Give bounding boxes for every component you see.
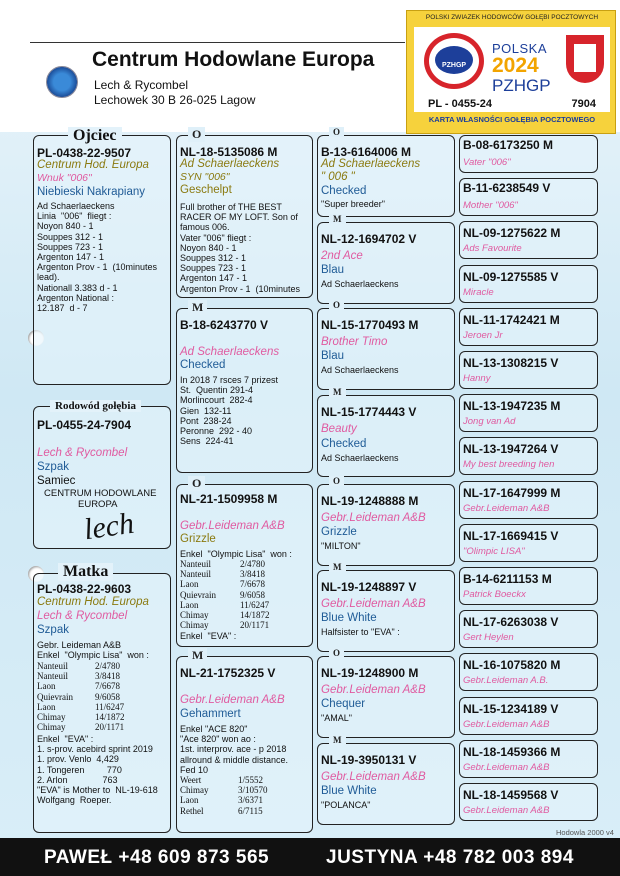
result-row <box>180 579 270 589</box>
grandparent-line1: Gebr.Leideman A&B <box>321 512 426 524</box>
result-row <box>180 775 268 785</box>
result-value: 9/6058 <box>95 691 121 702</box>
grandparent-line1: Ad Schaerlaeckens <box>321 158 421 170</box>
grandparent-line1: 2nd Ace <box>321 250 363 262</box>
card-number: 7904 <box>571 98 596 110</box>
pzhgp-badge-icon <box>424 33 484 89</box>
card-country: POLSKA <box>492 41 548 56</box>
grandparent-note: "Super breeder" <box>321 199 385 209</box>
result-value: 3/8418 <box>95 671 121 682</box>
grandparent-note: "MILTON" <box>321 541 361 551</box>
eagle-emblem-icon <box>566 35 604 83</box>
grandparent-note: "POLANCA" <box>321 800 371 810</box>
grandparent-color: Blau <box>321 350 345 362</box>
great-grandparent-ring: NL-13-1947264 V <box>463 442 559 457</box>
result-place: Laon <box>180 795 199 806</box>
grandparent-ring: NL-15-1774443 V <box>321 405 417 419</box>
grandparent-color: Blue White <box>321 612 377 624</box>
mf-sex: O <box>188 476 205 491</box>
result-row <box>37 702 125 712</box>
mother-results <box>37 661 125 732</box>
great-grandparent-note: Gebr.Leideman A&B <box>463 502 550 514</box>
result-value: 2/4780 <box>240 559 266 569</box>
result-place: Rethel <box>180 805 204 816</box>
mm-breeder: Gebr.Leideman A&B <box>180 694 285 706</box>
grandparent-color: Chequer <box>321 698 366 710</box>
ff-notes: Full brother of THE BEST RACER OF MY LOFT. Son of famous 006. Vater "006" fliegt : Noyon 840 - 1 Souppes 312 - 1 Souppes 723 - 1 Argenton 147 - 1 Argenton Prov - 1 (10minutes <box>180 202 301 294</box>
result-value: 6/7115 <box>238 805 263 816</box>
great-grandparent-note: Vater "006" <box>463 157 511 168</box>
ff-name: SYN "006" <box>180 171 230 183</box>
grandparent-sex: M <box>329 735 346 745</box>
result-place: Chimay <box>180 610 209 621</box>
mother-notes-2: Enkel "EVA" : 1. s-prov. acebird sprint 2019 1. prov. Venlo 4,429 1. Tongeren 770 2. Arlon 763 "EVA" is Mother to NL-19-618 Wolfgang Roeper. <box>37 734 158 806</box>
great-grandparent-ring: NL-18-1459568 V <box>463 788 559 802</box>
result-row <box>37 692 125 702</box>
mother-ring: PL-0438-22-9603 <box>37 582 132 596</box>
result-row <box>180 785 268 795</box>
pigeon-header: Rodowód gołębia <box>50 400 141 412</box>
result-row <box>37 681 125 691</box>
result-row <box>180 795 268 805</box>
ff-breeder: Ad Schaerlaeckens <box>180 158 280 170</box>
ff-ring: NL-18-5135086 M <box>180 145 278 159</box>
grandparent-color: Blue White <box>321 785 377 797</box>
grandparent-sex: M <box>329 387 346 397</box>
result-row <box>37 661 125 671</box>
great-grandparent-ring: NL-17-6263038 V <box>463 615 559 630</box>
great-grandparent-note: Ads Favourite <box>463 243 522 255</box>
result-row <box>37 671 125 681</box>
great-grandparent-note: Gebr.Leideman A.B. <box>463 675 549 687</box>
mf-color: Grizzle <box>180 533 216 545</box>
great-grandparent-ring: NL-11-1742421 M <box>463 312 560 327</box>
grandparent-sex: M <box>329 214 346 224</box>
result-value: 3/6371 <box>238 795 264 806</box>
result-row <box>37 712 125 722</box>
breeder-address: Lechowek 30 B 26-025 Lagow <box>94 93 256 107</box>
result-value: 20/1171 <box>95 722 125 733</box>
result-place: Nanteuil <box>180 569 211 580</box>
great-grandparent-ring: NL-17-1647999 M <box>463 485 561 500</box>
great-grandparent-ring: NL-16-1075820 M <box>463 658 561 673</box>
pigeon-ring: PL-0455-24-7904 <box>37 418 132 432</box>
result-value: 20/1171 <box>240 620 270 631</box>
grandparent-note: Ad Schaerlaeckens <box>321 365 399 375</box>
result-place: Chimay <box>37 712 66 723</box>
result-place: Laon <box>37 681 56 692</box>
mf-notes: Enkel "Olympic Lisa" won : <box>180 549 292 559</box>
grandparent-color: Grizzle <box>321 526 357 538</box>
grandparent-color: Checked <box>321 185 367 197</box>
result-row <box>180 590 270 600</box>
mother-notes: Gebr. Leideman A&B Enkel "Olympic Lisa" won : <box>37 640 149 661</box>
grandparent-ring: NL-19-1248897 V <box>321 580 417 594</box>
great-grandparent-ring: B-11-6238549 V <box>463 181 551 196</box>
page-title: Centrum Hodowlane Europa <box>92 48 375 71</box>
pigeon-icon <box>435 46 473 74</box>
result-place: Chimay <box>180 620 209 631</box>
father-breeder: Centrum Hod. Europa <box>37 159 149 171</box>
great-grandparent-note: "Olimpic LISA" <box>463 545 525 557</box>
grandparent-sex: O <box>329 300 344 310</box>
great-grandparent-note: Gebr.Leideman A&B <box>463 718 550 730</box>
result-row <box>180 600 270 610</box>
mm-ring: NL-21-1752325 V <box>180 666 276 680</box>
grandparent-ring: NL-12-1694702 V <box>321 232 417 246</box>
great-grandparent-ring: NL-18-1459366 M <box>463 744 561 759</box>
ff-sex: O <box>188 127 205 142</box>
father-color: Niebieski Nakrapiany <box>37 186 146 198</box>
card-association: POLSKI ZWIAZEK HODOWCÓW GOŁĘBI POCZTOWYCH <box>425 14 599 21</box>
logo <box>46 66 78 98</box>
mm-notes: Enkel "ACE 820" "Ace 820" won ao : 1st. interprov. ace - p 2018 allround & middle distance. Fed 10 <box>180 724 289 775</box>
result-value: 14/1872 <box>240 610 270 621</box>
result-row <box>37 722 125 732</box>
grandparent-note: Ad Schaerlaeckens <box>321 453 399 463</box>
grandparent-note: Ad Schaerlaeckens <box>321 279 399 289</box>
father-ring: PL-0438-22-9507 <box>37 146 132 160</box>
grandparent-note: Halfsister to "EVA" : <box>321 627 400 637</box>
great-grandparent-ring: B-08-6173250 M <box>463 138 554 152</box>
result-value: 7/6678 <box>95 681 121 692</box>
grandparent-ring: NL-19-1248888 M <box>321 494 419 508</box>
mother-header: Matka <box>58 563 113 581</box>
contact-justyna: JUSTYNA +48 782 003 894 <box>326 847 574 868</box>
great-grandparent-ring: NL-09-1275622 M <box>463 226 561 241</box>
pigeon-sex: Samiec <box>37 475 76 487</box>
header-rule <box>30 42 405 43</box>
grandparent-ring: B-13-6164006 M <box>321 145 412 159</box>
card-year: 2024 <box>492 54 539 77</box>
pigeon-owner-2: EUROPA <box>78 499 118 510</box>
pigeon-color: Szpak <box>37 461 69 473</box>
result-value: 1/5552 <box>238 775 264 785</box>
result-place: Nanteuil <box>37 661 68 671</box>
grandparent-line1: Gebr.Leideman A&B <box>321 598 426 610</box>
fm-breeder: Ad Schaerlaeckens <box>180 346 280 358</box>
result-row <box>180 620 270 630</box>
contact-pawel: PAWEŁ +48 609 873 565 <box>44 847 270 868</box>
mm-sex: M <box>188 648 207 663</box>
result-row <box>180 806 268 816</box>
result-value: 14/1872 <box>95 712 125 723</box>
grandparent-line1: Gebr.Leideman A&B <box>321 771 426 783</box>
great-grandparent-note: Hanny <box>463 373 491 384</box>
mf-notes-2: Enkel "EVA" : <box>180 631 237 641</box>
grandparent-line1: Beauty <box>321 423 357 435</box>
mother-breeder: Centrum Hod. Europa <box>37 596 149 608</box>
mf-ring: NL-21-1509958 M <box>180 492 278 506</box>
great-grandparent-note: Miracle <box>463 286 494 298</box>
software-credit: Hodowla 2000 v4 <box>556 828 614 837</box>
great-grandparent-note: Mother "006" <box>463 200 518 212</box>
card-ring: PL - 0455-24 <box>428 98 493 110</box>
grandparent-line1: Brother Timo <box>321 336 388 348</box>
mm-results <box>180 775 268 816</box>
grandparent-ring: NL-15-1770493 M <box>321 318 419 332</box>
great-grandparent-note: Jeroen Jr <box>463 329 503 341</box>
father-header: Ojciec <box>68 127 122 145</box>
result-place: Quievrain <box>180 589 216 600</box>
result-value: 9/6058 <box>240 589 266 600</box>
grandparent-sex: O <box>329 648 344 658</box>
result-row <box>180 610 270 620</box>
fm-notes: In 2018 7 rsces 7 prizest St. Quentin 291-4 Morlincourt 282-4 Gien 132-11 Pont 238-24 Peronne 292 - 40 Sens 224-41 <box>180 375 279 447</box>
great-grandparent-note: Gebr.Leideman A&B <box>463 761 550 773</box>
great-grandparent-note: Jong van Ad <box>463 416 516 428</box>
result-place: Quievrain <box>37 691 73 702</box>
mm-color: Gehammert <box>180 708 241 720</box>
result-place: Laon <box>37 701 56 712</box>
grandparent-ring: NL-19-3950131 V <box>321 753 417 767</box>
badge-text: PZHGP <box>441 62 467 69</box>
result-row <box>180 569 270 579</box>
ff-color: Geschelpt <box>180 184 232 196</box>
grandparent-color: Checked <box>321 438 367 450</box>
mother-color: Szpak <box>37 624 69 636</box>
result-place: Chimay <box>180 785 209 796</box>
great-grandparent-note: My best breeding hen <box>463 459 555 471</box>
result-value: 7/6678 <box>240 579 266 590</box>
fm-color: Checked <box>180 359 226 371</box>
footer-bar <box>0 838 620 876</box>
result-place: Nanteuil <box>180 559 211 569</box>
card-org: PZHGP <box>492 76 551 95</box>
great-grandparent-ring: NL-13-1308215 V <box>463 356 559 370</box>
breeder-name: Lech & Rycombel <box>94 78 189 92</box>
great-grandparent-note: Gert Heylen <box>463 632 514 644</box>
mf-results <box>180 559 270 630</box>
result-place: Laon <box>180 599 199 610</box>
grandparent-sex: O <box>329 127 344 137</box>
result-place: Chimay <box>37 722 66 733</box>
father-notes: Ad Schaerlaeckens Linia "006" fliegt : Noyon 840 - 1 Souppes 312 - 1 Souppes 723 - 1 Argenton 147 - 1 Argenton Prov - 1 (10minutes lead). Nationall 3.383 d - 1 Argenton National : 12.187 d - 7 <box>37 201 158 314</box>
great-grandparent-ring: NL-17-1669415 V <box>463 528 559 543</box>
result-place: Nanteuil <box>37 671 68 682</box>
great-grandparent-ring: B-14-6211153 M <box>463 572 552 586</box>
grandparent-line2: " 006 " <box>321 171 355 183</box>
result-row <box>180 559 270 569</box>
mother-breeder-2: Lech & Rycombel <box>37 610 128 622</box>
great-grandparent-ring: NL-09-1275585 V <box>463 269 559 284</box>
card-inner <box>414 27 610 112</box>
great-grandparent-note: Patrick Boeckx <box>463 589 526 600</box>
result-value: 3/10570 <box>238 785 268 796</box>
grandparent-line1: Gebr.Leideman A&B <box>321 684 426 696</box>
grandparent-color: Blau <box>321 264 345 276</box>
result-place: Laon <box>180 579 199 590</box>
great-grandparent-ring: NL-13-1947235 M <box>463 399 561 414</box>
fm-ring: B-18-6243770 V <box>180 318 269 332</box>
grandparent-sex: O <box>329 476 344 486</box>
grandparent-ring: NL-19-1248900 M <box>321 666 419 680</box>
great-grandparent-note: Gebr.Leideman A&B <box>463 805 550 816</box>
result-value: 2/4780 <box>95 661 121 671</box>
grandparent-sex: M <box>329 562 346 572</box>
pigeon-breeder: Lech & Rycombel <box>37 447 128 459</box>
result-value: 3/8418 <box>240 569 266 580</box>
great-grandparent-ring: NL-15-1234189 V <box>463 701 559 716</box>
result-place: Weert <box>180 775 202 785</box>
result-value: 11/6247 <box>240 599 270 610</box>
pigeon-owner: CENTRUM HODOWLANE <box>44 488 157 499</box>
result-value: 11/6247 <box>95 701 125 712</box>
grandparent-note: "AMAL" <box>321 713 352 723</box>
card-footer: KARTA WŁASNOŚCI GOŁĘBIA POCZTOWEGO <box>428 115 596 124</box>
father-name: Wnuk "006" <box>37 172 92 184</box>
fm-sex: M <box>188 300 207 315</box>
mf-breeder: Gebr.Leideman A&B <box>180 520 285 532</box>
signature: lech <box>81 506 136 547</box>
ownership-card <box>406 10 616 134</box>
